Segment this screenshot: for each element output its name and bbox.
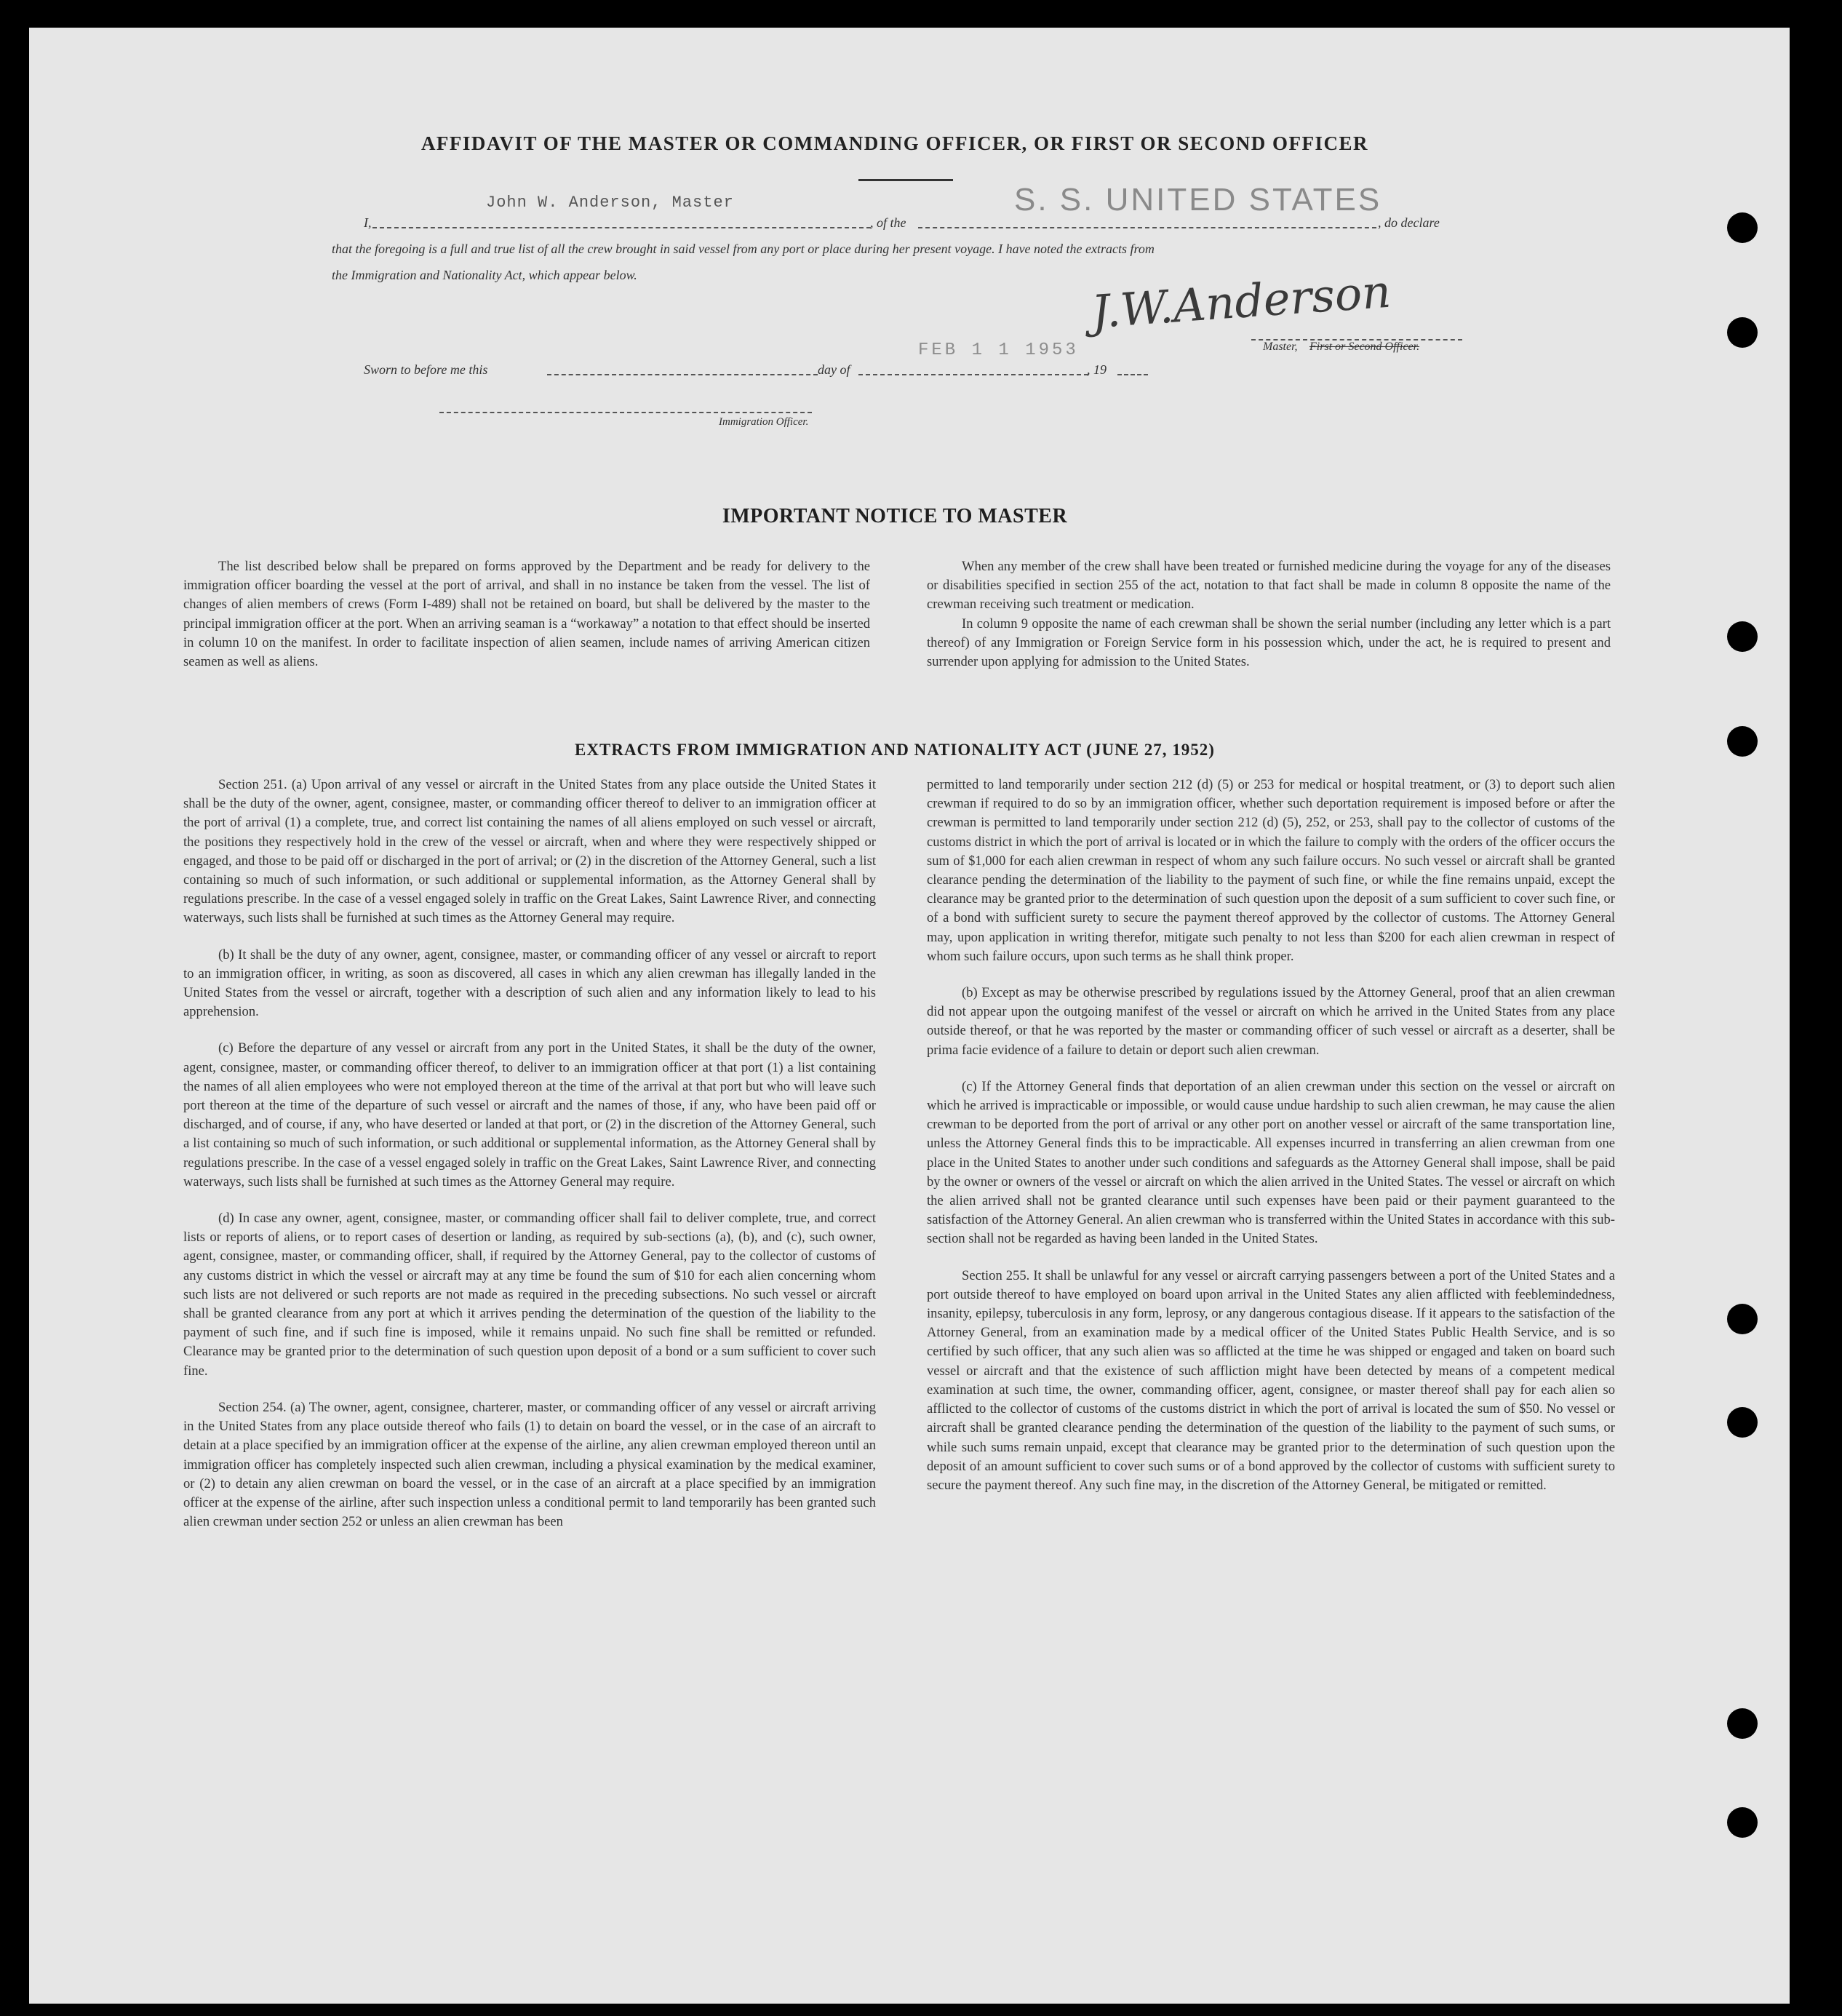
extracts-heading: EXTRACTS FROM IMMIGRATION AND NATIONALITY ACT (JUNE 27, 1952): [575, 741, 1215, 759]
day-of-label: day of: [818, 362, 850, 377]
name-line: [372, 227, 871, 228]
notice-right-paragraph-1: When any member of the crew shall have been treated or furnished medicine during the voyage for any of the diseases or disabilities specified in section 255 of the act, notation to that fact shall be made in column 8 opposite the name of the crewman receiving such treatment or medication.: [927, 559, 1611, 613]
notice-right-column: [927, 557, 1611, 689]
notice-right-paragraph-2: In column 9 opposite the name of each crewman shall be shown the serial number (including any letter which is a part thereof) of any Immigration or Foreign Service form in his possession which, under the act, he is required to present and surrender upon applying for admission to the United States.: [927, 615, 1611, 670]
date-stamp: FEB 1 1 1953: [918, 340, 1079, 360]
section-251-a: Section 251. (a) Upon arrival of any vessel or aircraft in the United States from any place outside the United States it shall be the duty of the owner, agent, consignee, master, or commanding officer thereof to deliver to an immigration officer at the port of arrival (1) a complete, true, and correct list containing the names of all aliens employed on such vessel or aircraft, the positions they respectively hold in the crew of the vessel or aircraft, when and where they were respectively shipped or engaged, and those to be paid off or discharged in the port of arrival; or (2) in the discretion of the Attorney General, such a list containing so much of such information, or such additional or supplemental information, as the Attorney General shall by regulations prescribe. In the case of a vessel engaged solely in traffic on the Great Lakes, Saint Lawrence River, and connecting waterways, such lists shall be furnished at such times as the Attorney General may require.: [183, 777, 876, 926]
binder-hole: [1727, 1807, 1758, 1838]
binder-hole: [1727, 1304, 1758, 1334]
binder-hole: [1727, 317, 1758, 348]
vessel-name-stamp: S. S. UNITED STATES: [1014, 182, 1382, 218]
master-signature: J.W.Anderson: [1089, 264, 1393, 339]
title-divider: [858, 179, 953, 181]
immigration-officer-line: [439, 412, 812, 413]
year-label: , 19: [1087, 362, 1107, 377]
binder-hole: [1727, 1708, 1758, 1739]
section-254-a-continued: permitted to land temporarily under section 212 (d) (5) or 253 for medical or hospital treatment, or (3) to deport such alien crewman if required to do so by an immigration officer, whether such deportation requirement is imposed before or after the crewman is permitted to land temporarily under section 212 (d) (5), 252, or 253, shall pay to the collector of customs of the customs district in which the port of arrival is located or in which the failure to comply with the orders of the officer occurs the sum of $1,000 for each alien crewman in respect of whom any such failure occurs. No such vessel or aircraft shall be granted clearance pending the determination of the liability to the payment of such fine, or while the fine remains unpaid, except the clearance may be granted prior to the determination of such question upon the deposit of a sum sufficient to cover such fine, or of a bond with sufficient surety to secure the payment thereof approved by the collector of customs. The Attorney General may, upon application in writing therefor, mitigate such penalty to not less than $200 for each alien crewman in respect of whom such failure occurs, upon such terms as he shall think proper.: [927, 777, 1615, 964]
master-label: Master,: [1263, 340, 1298, 353]
do-declare-label: , do declare: [1378, 215, 1440, 230]
section-251-c: (c) Before the departure of any vessel or aircraft from any port in the United States, it shall be the duty of the owner, agent, consignee, master, or commanding officer thereof, to deliver to an immigration officer at that port (1) a list containing the names of all alien employees who were not employed thereon at the time of the arrival at that port but who will leave such port thereon at the time of the departure of such vessel or aircraft and the names of those, if any, who have been paid off or discharged, and of course, if any, who have deserted or landed at that port, or (2) in the discretion of the Attorney General, such a list containing so much of such information, or such additional or supplemental information, as the Attorney General shall by regulations prescribe. In the case of a vessel engaged solely in traffic on the Great Lakes, Saint Lawrence River, and connecting waterways, such lists shall be furnished at such times as the Attorney General may require.: [183, 1040, 876, 1190]
sworn-month-line: [858, 374, 1088, 375]
binder-hole: [1727, 1407, 1758, 1438]
vessel-line: [918, 227, 1376, 228]
section-251-b: (b) It shall be the duty of any owner, agent, consignee, master, or commanding officer of any vessel or aircraft to report to an immigration officer, in writing, as soon as discovered, all cases in which any alien crewman has illegally landed in the United States from the vessel or aircraft, together with a description of such alien and any information likely to lead to his apprehension.: [183, 947, 876, 1020]
section-254-c: (c) If the Attorney General finds that deportation of an alien crewman under this section on the vessel or aircraft on which he arrived is impracticable or impossible, or would cause undue hardship to such alien crewman, he may cause the alien crewman to be deported from the port of arrival or any other port on another vessel or aircraft of the same transportation line, unless the Attorney General finds this to be impracticable. All expenses incurred in transferring an alien crewman from one place in the United States to another under such conditions and safeguards as the Attorney General shall impose, shall be paid by the owner or owners of the vessel or aircraft on which the alien arrived in the United States. The vessel or aircraft on which the alien arrived shall not be granted clearance until such expenses have been paid or their payment guaranteed to the satisfaction of the Attorney General. An alien crewman who is transferred within the United States in accordance with this sub-section shall not be regarded as having been landed in the United States.: [927, 1078, 1615, 1247]
notice-heading: IMPORTANT NOTICE TO MASTER: [722, 505, 1068, 527]
immigration-officer-label: Immigration Officer.: [719, 416, 809, 428]
notice-left-column: [183, 557, 870, 689]
sworn-label: Sworn to before me this: [364, 362, 488, 377]
section-254-b: (b) Except as may be otherwise prescribed by regulations issued by the Attorney General, proof that an alien crewman did not appear upon the outgoing manifest of the vessel or aircraft on which he arrived in the United States from any place outside thereof, or that he was reported by the master or commanding officer of such vessel or aircraft as a deserter, shall be prima facie evidence of a failure to detain or deport such alien crewman.: [927, 985, 1615, 1058]
i-label: I,: [364, 215, 372, 230]
binder-hole: [1727, 621, 1758, 652]
extracts-right-column: [927, 776, 1615, 1513]
section-254-a: Section 254. (a) The owner, agent, consignee, charterer, master, or commanding officer of any vessel or aircraft arriving in the United States from any place outside thereof who fails (1) to detain on board the vessel, or in the case of an aircraft to detain at a place specified by an immigration officer at the expense of the airline, any alien crewman employed thereon until an immigration officer has completely inspected such alien crewman, including a physical examination by the medical examiner, or (2) to detain any alien crewman on board the vessel, or in the case of an aircraft at a place specified by an immigration officer at the expense of the airline, after such inspection unless a conditional permit to land temporarily has been granted such alien crewman under section 252 or unless an alien crewman has been: [183, 1399, 876, 1530]
master-name-typed: John W. Anderson, Master: [486, 194, 734, 212]
section-255: Section 255. It shall be unlawful for any vessel or aircraft carrying passengers between a port of the United States and a port outside thereof to have employed on board upon arrival in the United States any alien afflicted with feeblemindedness, insanity, epilepsy, tuberculosis in any form, leprosy, or any dangerous contagious disease. If it appears to the satisfaction of the Attorney General, from an examination made by a medical officer of the United States Public Health Service, and is so certified by such officer, that any such alien was so afflicted at the time he was shipped or engaged and taken on board such vessel or aircraft and that the existence of such affliction might have been detected by means of a competent medical examination at such time, the owner, commanding officer, agent, consignee, or master thereof shall pay for each alien so afflicted to the collector of customs of the customs district in which the port of arrival is located the sum of $50. No vessel or aircraft shall be granted clearance pending the determination of the question of the liability to the payment of such sums, or while such sums remain unpaid, except that clearance may be granted prior to the determination of such question upon the deposit of an amount sufficient to cover such sums or of a bond approved by the collector of customs with sufficient surety to secure the payment thereof. Any such fine may, in the discretion of the Attorney General, be mitigated or remitted.: [927, 1267, 1615, 1493]
affidavit-line-2: that the foregoing is a full and true list of all the crew brought in said vessel from any port or place during her present voyage. I have noted the extracts from: [332, 242, 1155, 256]
section-251-d: (d) In case any owner, agent, consignee, master, or commanding officer shall fail to deliver complete, true, and correct lists or reports of aliens, or to report cases of desertion or landing, as required by sub-sections (a), (b), and (c), such owner, agent, consignee, master, or commanding officer, shall, if required by the Attorney General, pay to the collector of customs of any customs district in which the vessel or aircraft may at any time be found the sum of $10 for each alien concerning whom such lists are not delivered or such reports are not made as required in the preceding subsections. No such vessel or aircraft shall be granted clearance from any port at which it arrives pending the determination of the question of the liability to the payment of such fine, and if such fine is imposed, while it remains unpaid. No such fine shall be remitted or refunded. Clearance may be granted prior to the determination of such question upon deposit of a bond or a sum sufficient to cover such fine.: [183, 1211, 876, 1379]
affidavit-title: AFFIDAVIT OF THE MASTER OR COMMANDING OFFICER, OR FIRST OR SECOND OFFICER: [420, 132, 1369, 154]
notice-left-paragraph: The list described below shall be prepared on forms approved by the Department and be ready for delivery to the immigration officer boarding the vessel at the port of arrival, and shall in no instance be taken from the vessel. The list of changes of alien members of crews (Form I-489) shall not be retained on board, but shall be delivered by the master to the principal immigration officer at the port. When an arriving seaman is a “workaway” a notation to that effect should be inserted in column 10 on the manifest. In order to facilitate inspection of alien seamen, include names of arriving American citizen seamen as well as aliens.: [183, 559, 870, 670]
of-the-label: , of the: [870, 215, 906, 230]
extracts-left-column: [183, 776, 876, 1549]
binder-hole: [1727, 212, 1758, 243]
officer-struck-label: First or Second Officer.: [1309, 340, 1420, 353]
sworn-year-line: [1117, 374, 1148, 375]
sworn-day-line: [547, 374, 818, 375]
affidavit-line-3: the Immigration and Nationality Act, which appear below.: [332, 268, 637, 282]
